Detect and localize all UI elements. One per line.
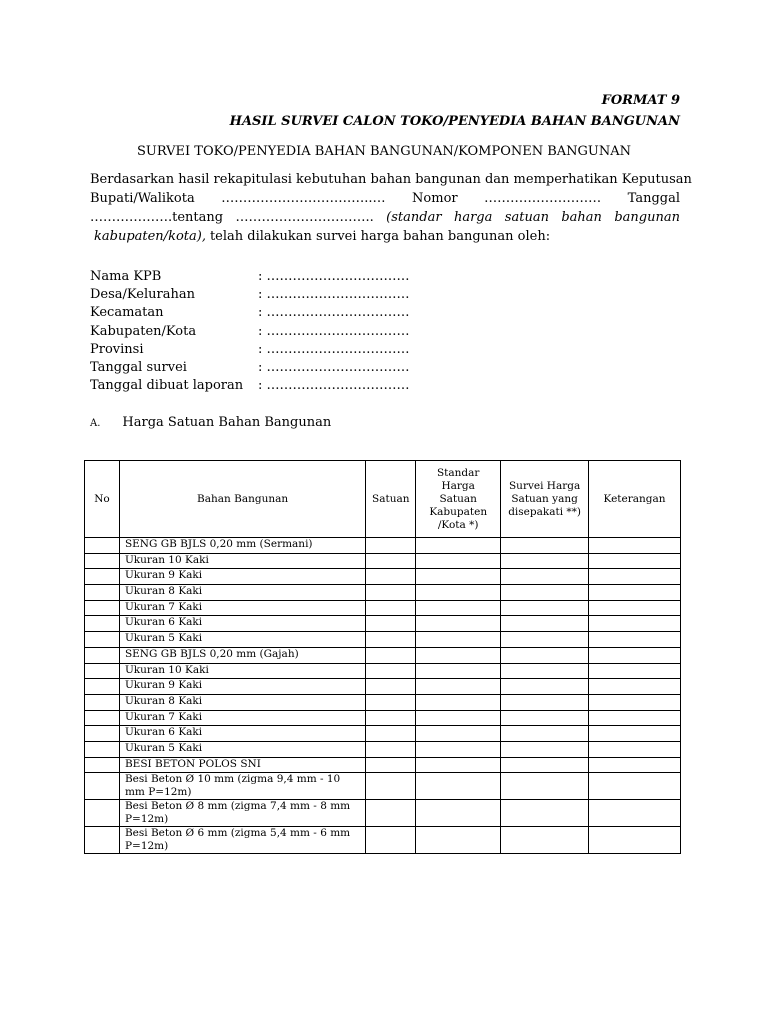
field-value: : …………………………… (258, 323, 410, 339)
table-row (85, 585, 681, 601)
cell-satuan (366, 632, 416, 648)
header-no: No (85, 461, 120, 538)
cell-item: Ukuran 7 Kaki (119, 710, 365, 726)
header-line: /Kota *) (437, 518, 479, 531)
cell-keterangan (589, 773, 681, 800)
table-body (85, 538, 681, 854)
intro-rest: telah dilakukan survei harga bahan bangunan oleh: (209, 229, 551, 244)
cell-standar (416, 679, 501, 695)
intro-italic: kabupaten/kota), (94, 229, 206, 244)
section-heading (90, 415, 331, 430)
cell-survei (501, 538, 589, 554)
cell-satuan (366, 773, 416, 800)
price-table (84, 460, 681, 854)
cell-item: Ukuran 9 Kaki (119, 679, 365, 695)
cell-keterangan (589, 679, 681, 695)
field-value: : …………………………… (258, 360, 410, 376)
item-line: P=12m) (124, 813, 169, 826)
cell-survei (501, 585, 589, 601)
cell-item (119, 827, 365, 854)
cell-survei (501, 757, 589, 773)
table-row (85, 726, 681, 742)
cell-keterangan (589, 663, 681, 679)
cell-item: Ukuran 8 Kaki (119, 585, 365, 601)
cell-satuan (366, 710, 416, 726)
cell-satuan (366, 616, 416, 632)
cell-survei (501, 741, 589, 757)
table-row (85, 773, 681, 800)
field-label: Kecamatan (90, 305, 164, 321)
item-line: P=12m) (124, 840, 169, 853)
table-row (85, 632, 681, 648)
header-line: Harga (441, 479, 475, 492)
cell-satuan (366, 726, 416, 742)
intro-line-3 (90, 208, 680, 227)
document-subtitle: SURVEI TOKO/PENYEDIA BAHAN BANGUNAN/KOMPONEN BANGUNAN (136, 144, 632, 159)
cell-item: Ukuran 7 Kaki (119, 600, 365, 616)
header-satuan: Satuan (366, 461, 416, 538)
cell-survei (501, 773, 589, 800)
cell-no (85, 585, 120, 601)
cell-keterangan (589, 800, 681, 827)
cell-standar (416, 647, 501, 663)
intro-word: bangunan (614, 210, 680, 225)
cell-standar (416, 616, 501, 632)
cell-survei (501, 647, 589, 663)
field-label: Kabupaten/Kota (90, 323, 197, 339)
cell-satuan (366, 538, 416, 554)
cell-satuan (366, 741, 416, 757)
field-tanggal-survei (90, 359, 410, 377)
cell-survei (501, 726, 589, 742)
field-value: : …………………………… (258, 341, 410, 357)
format-number: FORMAT 9 (601, 93, 680, 108)
field-label: Nama KPB (90, 269, 162, 284)
item-line: Besi Beton Ø 6 mm (zigma 5,4 mm - 6 mm (124, 827, 351, 840)
cell-survei (501, 569, 589, 585)
table-header-row (85, 461, 681, 538)
cell-no (85, 710, 120, 726)
intro-paragraph (90, 170, 692, 246)
cell-no (85, 553, 120, 569)
cell-item: Ukuran 9 Kaki (119, 569, 365, 585)
field-nama-kpb (90, 268, 410, 286)
header-line: Survei Harga (508, 479, 581, 492)
cell-standar (416, 569, 501, 585)
cell-survei (501, 710, 589, 726)
cell-item (119, 800, 365, 827)
header-line: disepakati **) (508, 505, 581, 518)
table-row (85, 694, 681, 710)
cell-survei (501, 679, 589, 695)
intro-blank: ……………………… (484, 191, 602, 206)
cell-keterangan (589, 726, 681, 742)
cell-keterangan (589, 741, 681, 757)
field-label: Tanggal dibuat laporan (90, 378, 244, 394)
cell-keterangan (589, 694, 681, 710)
intro-line-4 (90, 227, 680, 246)
cell-satuan (366, 663, 416, 679)
cell-no (85, 773, 120, 800)
intro-word: bahan (561, 210, 602, 225)
table-row (85, 569, 681, 585)
field-value: : …………………………… (258, 287, 410, 303)
cell-no (85, 538, 120, 554)
cell-keterangan (589, 538, 681, 554)
cell-no (85, 757, 120, 773)
cell-no (85, 694, 120, 710)
cell-no (85, 600, 120, 616)
table-row (85, 616, 681, 632)
cell-no (85, 647, 120, 663)
field-value: : …………………………… (258, 269, 410, 284)
table-row (85, 827, 681, 854)
cell-keterangan (589, 647, 681, 663)
cell-keterangan (589, 585, 681, 601)
cell-survei (501, 553, 589, 569)
cell-item: BESI BETON POLOS SNI (119, 757, 365, 773)
section-title: Harga Satuan Bahan Bangunan (122, 415, 332, 430)
intro-blank: ……………………………..… (221, 191, 386, 206)
cell-item: Ukuran 5 Kaki (119, 741, 365, 757)
cell-standar (416, 663, 501, 679)
cell-survei (501, 827, 589, 854)
table-row (85, 757, 681, 773)
item-line: mm P=12m) (124, 786, 192, 799)
cell-keterangan (589, 757, 681, 773)
table-row (85, 679, 681, 695)
cell-survei (501, 616, 589, 632)
cell-standar (416, 694, 501, 710)
cell-satuan (366, 827, 416, 854)
cell-standar (416, 585, 501, 601)
cell-satuan (366, 694, 416, 710)
cell-item: Ukuran 10 Kaki (119, 663, 365, 679)
cell-survei (501, 663, 589, 679)
intro-line-1-text: Berdasarkan hasil rekapitulasi kebutuhan bahan bangunan dan memperhatikan Keputusan (90, 172, 692, 187)
table-row (85, 710, 681, 726)
item-line: Besi Beton Ø 8 mm (zigma 7,4 mm - 8 mm (124, 800, 351, 813)
cell-standar (416, 800, 501, 827)
cell-no (85, 726, 120, 742)
cell-no (85, 569, 120, 585)
table-row (85, 600, 681, 616)
cell-standar (416, 553, 501, 569)
document-title: HASIL SURVEI CALON TOKO/PENYEDIA BAHAN BANGUNAN (229, 114, 680, 129)
cell-keterangan (589, 616, 681, 632)
cell-item: SENG GB BJLS 0,20 mm (Gajah) (119, 647, 365, 663)
field-label: Provinsi (90, 341, 144, 357)
cell-no (85, 632, 120, 648)
cell-standar (416, 827, 501, 854)
header-line: Satuan (439, 492, 477, 505)
cell-survei (501, 600, 589, 616)
cell-keterangan (589, 600, 681, 616)
field-label: Tanggal survei (90, 360, 187, 376)
cell-standar (416, 773, 501, 800)
intro-line-2 (90, 189, 680, 208)
cell-keterangan (589, 632, 681, 648)
cell-survei (501, 632, 589, 648)
cell-no (85, 827, 120, 854)
cell-item: Ukuran 6 Kaki (119, 726, 365, 742)
table-row (85, 663, 681, 679)
item-line: Besi Beton Ø 10 mm (zigma 9,4 mm - 10 (124, 773, 341, 786)
section-letter: A. (90, 418, 101, 429)
cell-satuan (366, 647, 416, 663)
table-row (85, 741, 681, 757)
cell-no (85, 616, 120, 632)
intro-word: ……………….tentang (90, 210, 224, 225)
cell-standar (416, 741, 501, 757)
cell-item: SENG GB BJLS 0,20 mm (Sermani) (119, 538, 365, 554)
intro-blank: ………………………….. (235, 210, 374, 225)
table-row (85, 800, 681, 827)
cell-keterangan (589, 553, 681, 569)
header-bahan-bangunan: Bahan Bangunan (119, 461, 365, 538)
cell-survei (501, 694, 589, 710)
intro-word: Bupati/Walikota (90, 191, 195, 206)
field-kecamatan (90, 304, 410, 322)
header-line: Standar (436, 466, 480, 479)
cell-survei (501, 800, 589, 827)
cell-satuan (366, 569, 416, 585)
cell-no (85, 679, 120, 695)
field-value: : …………………………… (258, 378, 410, 394)
cell-standar (416, 538, 501, 554)
cell-keterangan (589, 827, 681, 854)
intro-line-1 (90, 170, 692, 189)
info-fields (90, 268, 410, 395)
intro-word: satuan (504, 210, 549, 225)
field-value: : …………………………… (258, 305, 410, 321)
cell-item: Ukuran 8 Kaki (119, 694, 365, 710)
header-line: Kabupaten (429, 505, 488, 518)
intro-word: Nomor (412, 191, 458, 206)
cell-standar (416, 757, 501, 773)
cell-no (85, 663, 120, 679)
cell-keterangan (589, 710, 681, 726)
cell-keterangan (589, 569, 681, 585)
header-survei-harga (501, 461, 589, 538)
intro-word: (standar (386, 210, 442, 225)
cell-satuan (366, 757, 416, 773)
intro-word: harga (453, 210, 493, 225)
cell-satuan (366, 553, 416, 569)
field-desa (90, 286, 410, 304)
cell-satuan (366, 600, 416, 616)
header-keterangan: Keterangan (589, 461, 681, 538)
cell-no (85, 741, 120, 757)
cell-standar (416, 632, 501, 648)
table-row (85, 538, 681, 554)
header-line: Satuan yang (511, 492, 578, 505)
header-standar-harga (416, 461, 501, 538)
cell-item: Ukuran 5 Kaki (119, 632, 365, 648)
table-row (85, 647, 681, 663)
field-tanggal-laporan (90, 377, 410, 395)
cell-satuan (366, 585, 416, 601)
table-row (85, 553, 681, 569)
field-label: Desa/Kelurahan (90, 287, 195, 303)
cell-item (119, 773, 365, 800)
intro-word: Tanggal (627, 191, 680, 206)
cell-no (85, 800, 120, 827)
cell-standar (416, 710, 501, 726)
cell-item: Ukuran 6 Kaki (119, 616, 365, 632)
field-kabupaten (90, 323, 410, 341)
cell-standar (416, 726, 501, 742)
cell-standar (416, 600, 501, 616)
field-provinsi (90, 341, 410, 359)
cell-satuan (366, 800, 416, 827)
cell-item: Ukuran 10 Kaki (119, 553, 365, 569)
cell-satuan (366, 679, 416, 695)
